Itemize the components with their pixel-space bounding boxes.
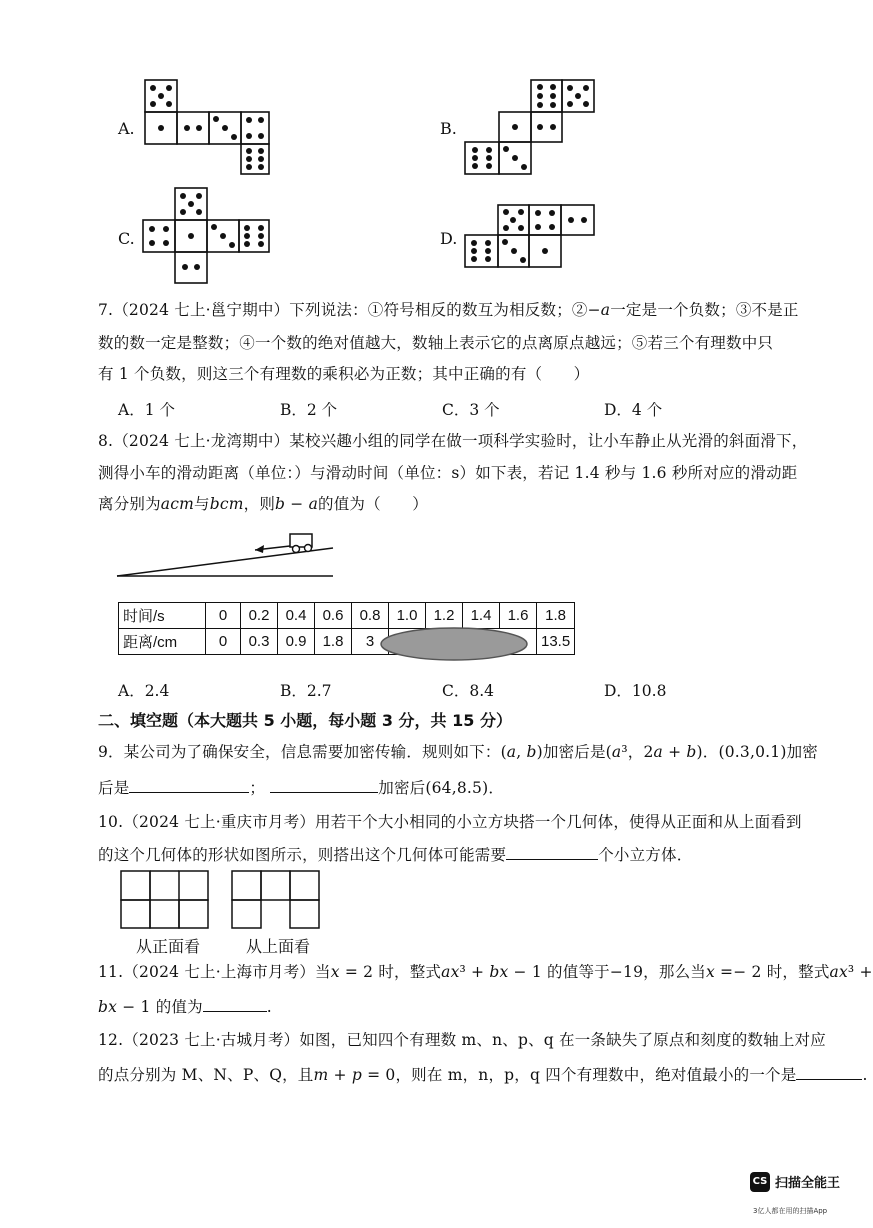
table-cell: 1.4 xyxy=(463,603,500,629)
caption-front-view: 从正面看 xyxy=(136,937,201,956)
q12-blank[interactable] xyxy=(796,1063,862,1080)
section-heading: 二、填空题（本大题共 5 小题，每小题 3 分，共 15 分） xyxy=(98,711,512,730)
option-d-label: D. xyxy=(440,229,458,248)
q9-text-b: ； xyxy=(249,779,266,797)
q7-line2: 数的数一定是整数；④一个数的绝对值越大，数轴上表示它的点离原点越远；⑤若三个有理数中只 xyxy=(98,334,774,352)
q10-line1: 10.（2024 七上·重庆市月考）用若干个大小相同的小立方块搭一个几何体，使得从正面和从上面看到 xyxy=(98,813,802,831)
q11-line1: 11.（2024 七上·上海市月考）当𝑥 = 2 时，整式𝑎𝑥³ + 𝑏𝑥 − 1 的值等于−19，那么当𝑥 =− 2 时，整式𝑎𝑥³ + xyxy=(98,963,873,981)
q12-line1: 12.（2023 七上·古城月考）如图，已知四个有理数 m、n、p、q 在一条缺失了原点和刻度的数轴上对应 xyxy=(98,1031,826,1049)
table-cell: 0.4 xyxy=(278,603,315,629)
table-cell: 距离/cm xyxy=(119,629,206,655)
q9-line1: 9．某公司为了确保安全，信息需要加密传输．规则如下：(𝑎, 𝑏)加密后是(𝑎³，2𝑎 + 𝑏)．(0.3,0.1)加密 xyxy=(98,743,819,761)
scanner-logo-icon: CS xyxy=(750,1172,770,1192)
q9-text-c: 加密后(64,8.5)． xyxy=(378,779,505,797)
q11-text-a: 𝑏𝑥 − 1 的值为 xyxy=(98,998,203,1016)
q7-option-d: D．4 个 xyxy=(604,401,663,419)
q9-blank-2[interactable] xyxy=(270,776,378,793)
q8-line3: 离分别为𝑎𝑐𝑚与𝑏𝑐𝑚，则𝑏 − 𝑎的值为（ ） xyxy=(98,495,428,513)
q12-text-a: 的点分别为 M、N、P、Q，且𝑚 + 𝑝 = 0，则在 m，n，p，q 四个有理数中，绝对值最小的一个是 xyxy=(98,1066,797,1084)
q9-blank-1[interactable] xyxy=(129,776,249,793)
table-cell: 时间/s xyxy=(119,603,206,629)
scanner-app-name: 扫描全能王 xyxy=(775,1176,841,1191)
q9-line2 xyxy=(98,776,504,798)
table-cell: 1.8 xyxy=(537,603,575,629)
q7-option-a: A．1 个 xyxy=(118,401,175,419)
q12-text-b: . xyxy=(862,1066,868,1084)
slope-cart-figure xyxy=(110,528,350,584)
table-cell: 1.6 xyxy=(500,603,537,629)
q7-option-c: C．3 个 xyxy=(442,401,500,419)
table-cell: 0.3 xyxy=(241,629,278,655)
scanner-tagline: 3亿人都在用的扫描App xyxy=(753,1207,828,1215)
table-cell: 3 xyxy=(352,629,389,655)
q7-line1: 7.（2024 七上·邕宁期中）下列说法：①符号相反的数互为相反数；②−𝑎一定是一个负数；③不是正 xyxy=(98,301,799,319)
q10-text-a: 的这个几何体的形状如图所示，则搭出这个几何体可能需要 xyxy=(98,846,507,864)
q8-option-a: A．2.4 xyxy=(118,682,170,700)
three-view-figure xyxy=(110,866,330,932)
q8-option-d: D．10.8 xyxy=(604,682,667,700)
option-c-label: C. xyxy=(118,229,135,248)
table-cell: 1.0 xyxy=(389,603,426,629)
q9-text-a: 后是 xyxy=(98,779,130,797)
table-cell: 0.8 xyxy=(352,603,389,629)
q8-option-c: C．8.4 xyxy=(442,682,495,700)
q12-line2 xyxy=(98,1063,868,1085)
table-cell: 0.6 xyxy=(315,603,352,629)
option-b-label: B. xyxy=(440,119,457,138)
table-cell: 13.5 xyxy=(537,629,575,655)
q8-line1: 8.（2024 七上·龙湾期中）某校兴趣小组的同学在做一项科学实验时，让小车静止从光滑的斜面滑下， xyxy=(98,432,808,450)
q11-line2 xyxy=(98,995,272,1017)
table-cell: 1.8 xyxy=(315,629,352,655)
table-cell: 0 xyxy=(206,603,241,629)
q7-option-b: B．2 个 xyxy=(280,401,338,419)
q11-blank[interactable] xyxy=(203,995,267,1012)
q10-text-b: 个小立方体． xyxy=(598,846,693,864)
table-cell: 0.2 xyxy=(241,603,278,629)
table-cell: 1.2 xyxy=(426,603,463,629)
caption-top-view: 从上面看 xyxy=(246,937,311,956)
q10-blank[interactable] xyxy=(506,843,598,860)
q10-line2 xyxy=(98,843,692,865)
q11-text-b: . xyxy=(266,998,272,1016)
q8-line2: 测得小车的滑动距离（单位：）与滑动时间（单位：s）如下表，若记 1.4 秒与 1.6 秒所对应的滑动距 xyxy=(98,464,798,482)
table-cell: 0 xyxy=(206,629,241,655)
q8-option-b: B．2.7 xyxy=(280,682,332,700)
q7-line3: 有 1 个负数，则这三个有理数的乘积必为正数；其中正确的有（ ） xyxy=(98,365,590,383)
table-cell: 0.9 xyxy=(278,629,315,655)
ink-blot-oval xyxy=(378,625,530,663)
option-a-label: A. xyxy=(118,119,135,138)
